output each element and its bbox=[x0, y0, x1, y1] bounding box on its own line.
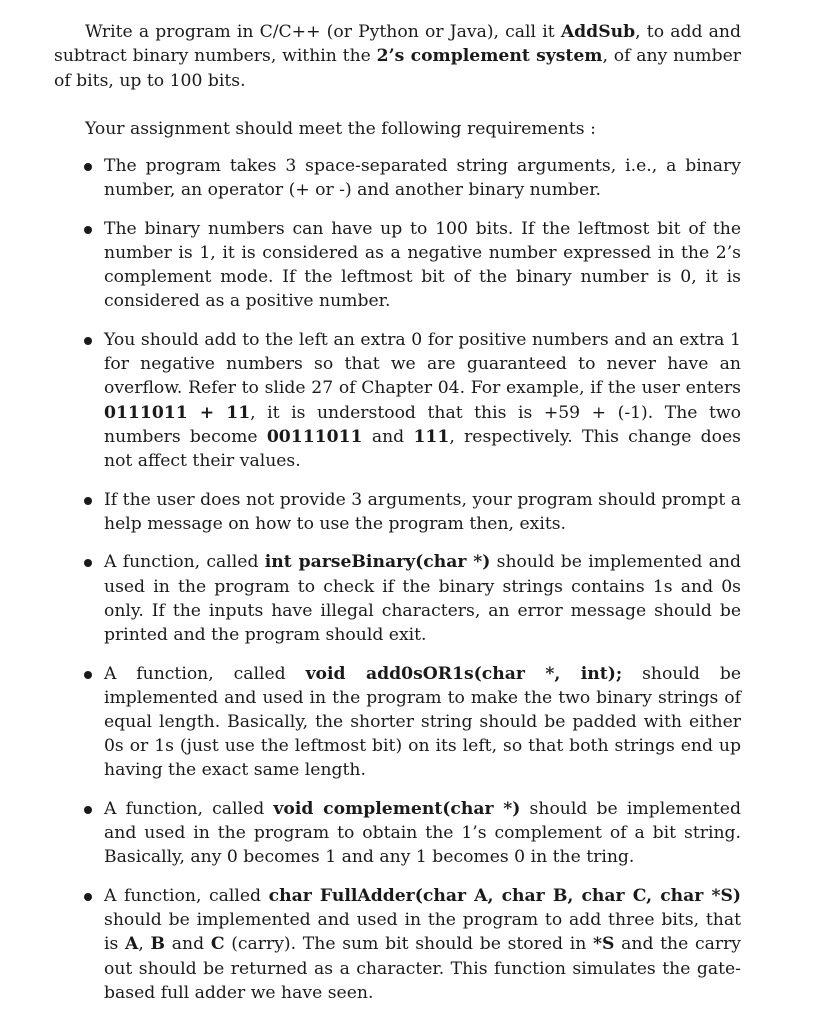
example-second-number: 111 bbox=[413, 426, 450, 447]
requirement-text: and bbox=[362, 426, 414, 447]
complement-system-term: 2’s complement system bbox=[376, 46, 603, 67]
requirement-item bbox=[80, 217, 741, 314]
requirement-text: and bbox=[165, 934, 211, 955]
requirement-item bbox=[80, 154, 741, 202]
bullet-icon bbox=[84, 806, 92, 814]
bullet-icon bbox=[84, 337, 92, 345]
requirement-text: should be implemented and used in the program to make the two binary strings of equal length. Basically, the shorter string should be padded with either 0s or 1s (just use the leftmost bit) on its left, so that both strings end up having the exact same length. bbox=[104, 663, 741, 781]
requirement-text: (carry). The sum bit should be stored in bbox=[224, 934, 594, 955]
bullet-icon bbox=[84, 163, 92, 171]
bit-a: A bbox=[125, 934, 139, 955]
bit-b: B bbox=[150, 934, 166, 955]
requirement-text: , respectively. This change does not affect their values. bbox=[104, 426, 741, 472]
requirement-text: , it is understood that this is +59 + (-1). The two numbers become bbox=[104, 402, 741, 447]
requirement-text: , bbox=[138, 934, 151, 955]
function-signature: char FullAdder(char A, char B, char C, char *S) bbox=[268, 886, 741, 907]
sum-pointer: *S bbox=[593, 934, 615, 955]
requirement-text: should be implemented and used in the program to add three bits, that is bbox=[104, 910, 741, 955]
requirement-item bbox=[80, 662, 741, 783]
requirement-text: and the carry out should be returned as a character. This function simulates the gate-based full adder we have seen. bbox=[104, 934, 742, 1003]
requirement-item bbox=[80, 488, 741, 536]
bullet-icon bbox=[84, 559, 92, 567]
program-name: AddSub bbox=[560, 22, 636, 42]
example-first-number: 00111011 bbox=[266, 426, 363, 447]
requirement-text: You should add to the left an extra 0 for positive numbers and an extra 1 for negative numbers so that we are guaranteed to never have an overflow. Refer to slide 27 of Chapter 04. For example, if the user enters bbox=[104, 330, 741, 399]
bullet-icon bbox=[84, 497, 92, 505]
requirement-text: A function, called bbox=[104, 886, 269, 907]
bit-c: C bbox=[210, 934, 225, 955]
intro-text: , of any number of bits, up to 100 bits. bbox=[54, 46, 741, 91]
requirement-text: A function, called bbox=[104, 552, 265, 573]
requirement-text: If the user does not provide 3 arguments, your program should prompt a help message on how to use the program then, exits. bbox=[104, 489, 741, 534]
bullet-icon bbox=[84, 671, 92, 679]
requirement-text: The program takes 3 space-separated string arguments, i.e., a binary number, an operator (+ or -) and another binary number. bbox=[104, 156, 741, 201]
intro-text: , to add and subtract binary numbers, within the bbox=[54, 22, 741, 67]
requirements-heading: Your assignment should meet the following requirements : bbox=[85, 119, 596, 139]
requirement-text: should be implemented and used in the program to check if the binary strings contains 1s and 0s only. If the inputs have illegal characters, an error message should be printed and the program should exit. bbox=[104, 552, 741, 646]
requirement-text: The binary numbers can have up to 100 bits. If the leftmost bit of the number is 1, it is considered as a negative number expressed in the 2’s complement mode. If the leftmost bit of the binary number is 0, it is considered as a positive number. bbox=[104, 218, 741, 312]
function-signature: int parseBinary(char *) bbox=[264, 552, 491, 573]
example-input: 0111011 + 11 bbox=[104, 402, 251, 423]
bullet-icon bbox=[84, 893, 92, 901]
requirement-item bbox=[80, 328, 741, 473]
requirement-text: A function, called bbox=[104, 799, 274, 820]
requirement-item bbox=[80, 884, 741, 1005]
requirement-text: A function, called bbox=[104, 663, 306, 684]
requirement-text: should be implemented and used in the program to obtain the 1’s complement of a bit string. Basically, any 0 becomes 1 and any 1 becomes 0 in the tring. bbox=[104, 799, 741, 868]
function-signature: void complement(char *) bbox=[273, 799, 521, 820]
function-signature: void add0sOR1s(char *, int); bbox=[305, 663, 623, 684]
requirements-list bbox=[80, 154, 741, 1019]
requirement-item bbox=[80, 550, 741, 647]
intro-paragraph bbox=[54, 20, 741, 93]
bullet-icon bbox=[84, 226, 92, 234]
intro-text: Write a program in C/C++ (or Python or Java), call it bbox=[85, 22, 561, 42]
requirement-item bbox=[80, 797, 741, 870]
